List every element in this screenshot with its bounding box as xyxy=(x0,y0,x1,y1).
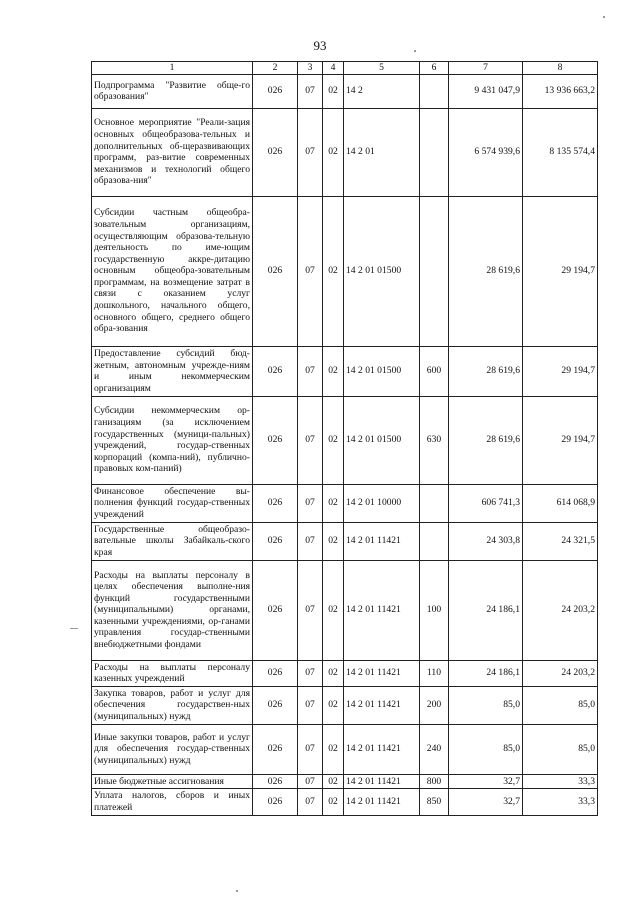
page-number: 93 xyxy=(313,38,327,53)
row-value-7: 6 574 939,6 xyxy=(449,108,523,196)
row-name: Государственные общеобразо-вательные школы Забайкаль-ского края xyxy=(92,522,253,560)
table-row xyxy=(92,396,598,484)
header-col-2: 2 xyxy=(253,62,298,75)
table-row xyxy=(92,789,598,815)
header-col-4: 4 xyxy=(323,62,344,75)
table-row xyxy=(92,774,598,789)
header-col-6: 6 xyxy=(420,62,449,75)
row-value-7: 24 186,1 xyxy=(449,660,523,686)
row-value-7: 32,7 xyxy=(449,789,523,815)
row-name: Расходы на выплаты персоналу в целях обеспечения выполне-ния функций государственными (муниципальными) органами, казенными учреждениями, ор-ганами управления государ-ственными внебюджетными фондами xyxy=(92,560,253,660)
row-code-2: 026 xyxy=(253,724,298,774)
scan-speck xyxy=(603,16,605,18)
row-name: Подпрограмма "Развитие обще-го образования" xyxy=(92,74,253,108)
row-code-6 xyxy=(420,108,449,196)
row-value-7: 28 619,6 xyxy=(449,196,523,346)
header-col-1: 1 xyxy=(92,62,253,75)
row-value-7: 24 303,8 xyxy=(449,522,523,560)
table-row xyxy=(92,660,598,686)
row-code-2: 026 xyxy=(253,396,298,484)
table-row xyxy=(92,74,598,108)
row-code-6: 100 xyxy=(420,560,449,660)
row-value-8: 24 203,2 xyxy=(523,660,598,686)
row-name: Иные закупки товаров, работ и услуг для обеспечения государ-ственных (муниципальных) нужд xyxy=(92,724,253,774)
row-code-3: 07 xyxy=(298,560,323,660)
row-code-4: 02 xyxy=(323,686,344,724)
row-value-8: 29 194,7 xyxy=(523,196,598,346)
row-code-3: 07 xyxy=(298,108,323,196)
row-code-4: 02 xyxy=(323,196,344,346)
row-name: Уплата налогов, сборов и иных платежей xyxy=(92,789,253,815)
row-code-4: 02 xyxy=(323,774,344,789)
table-row xyxy=(92,522,598,560)
row-code-4: 02 xyxy=(323,346,344,396)
row-value-8: 29 194,7 xyxy=(523,396,598,484)
row-value-7: 32,7 xyxy=(449,774,523,789)
row-code-4: 02 xyxy=(323,484,344,522)
row-value-7: 28 619,6 xyxy=(449,396,523,484)
row-code-5: 14 2 01 01500 xyxy=(344,196,420,346)
row-code-5: 14 2 01 11421 xyxy=(344,789,420,815)
row-value-7: 85,0 xyxy=(449,724,523,774)
row-name: Субсидии некоммерческим ор-ганизациям (за исключением государственных (муници-пальных) учреждений, государ-ственных корпораций (компа-ний), публично-правовых ком-паний) xyxy=(92,396,253,484)
table-row xyxy=(92,484,598,522)
row-code-6 xyxy=(420,522,449,560)
table-row xyxy=(92,196,598,346)
row-code-5: 14 2 01 01500 xyxy=(344,346,420,396)
row-code-6: 630 xyxy=(420,396,449,484)
row-code-5: 14 2 01 10000 xyxy=(344,484,420,522)
row-code-2: 026 xyxy=(253,346,298,396)
table-row xyxy=(92,724,598,774)
row-code-3: 07 xyxy=(298,724,323,774)
header-col-7: 7 xyxy=(449,62,523,75)
row-code-4: 02 xyxy=(323,560,344,660)
row-code-2: 026 xyxy=(253,660,298,686)
row-code-5: 14 2 01 11421 xyxy=(344,686,420,724)
row-code-5: 14 2 01 11421 xyxy=(344,560,420,660)
row-code-4: 02 xyxy=(323,660,344,686)
row-code-6 xyxy=(420,196,449,346)
row-code-3: 07 xyxy=(298,660,323,686)
row-code-4: 02 xyxy=(323,789,344,815)
row-code-2: 026 xyxy=(253,789,298,815)
row-name: Расходы на выплаты персоналу казенных учреждений xyxy=(92,660,253,686)
row-value-8: 85,0 xyxy=(523,686,598,724)
row-code-4: 02 xyxy=(323,396,344,484)
row-code-2: 026 xyxy=(253,108,298,196)
row-value-8: 8 135 574,4 xyxy=(523,108,598,196)
row-name: Закупка товаров, работ и услуг для обеспечения государствен-ных (муниципальных) нужд xyxy=(92,686,253,724)
row-code-3: 07 xyxy=(298,396,323,484)
row-value-8: 13 936 663,2 xyxy=(523,74,598,108)
row-code-2: 026 xyxy=(253,774,298,789)
scan-speck xyxy=(70,628,78,629)
row-code-5: 14 2 01 xyxy=(344,108,420,196)
row-code-5: 14 2 01 11421 xyxy=(344,660,420,686)
row-code-2: 026 xyxy=(253,74,298,108)
header-col-8: 8 xyxy=(523,62,598,75)
row-code-4: 02 xyxy=(323,724,344,774)
table-row xyxy=(92,346,598,396)
row-code-3: 07 xyxy=(298,686,323,724)
row-code-3: 07 xyxy=(298,774,323,789)
row-name: Финансовое обеспечение вы-полнения функций государ-ственных учреждений xyxy=(92,484,253,522)
row-value-8: 33,3 xyxy=(523,774,598,789)
row-code-2: 026 xyxy=(253,560,298,660)
row-code-3: 07 xyxy=(298,522,323,560)
row-code-6: 240 xyxy=(420,724,449,774)
header-col-3: 3 xyxy=(298,62,323,75)
row-code-5: 14 2 01 11421 xyxy=(344,522,420,560)
budget-table xyxy=(91,61,598,816)
scan-speck xyxy=(414,50,416,52)
row-code-6: 850 xyxy=(420,789,449,815)
row-name: Субсидии частным общеобра-зовательным организациям, осуществляющим образова-тельную деятельность по име-ющим государственную аккре-дитацию основным общеобра-зовательным программам, на возмещение затрат в связи с оказанием услуг дошкольного, начального общего, основного общего, среднего общего обра-зования xyxy=(92,196,253,346)
row-code-4: 02 xyxy=(323,74,344,108)
row-code-5: 14 2 01 11421 xyxy=(344,724,420,774)
row-code-2: 026 xyxy=(253,686,298,724)
row-code-3: 07 xyxy=(298,789,323,815)
table-row xyxy=(92,108,598,196)
row-value-7: 24 186,1 xyxy=(449,560,523,660)
row-code-3: 07 xyxy=(298,196,323,346)
table-row xyxy=(92,560,598,660)
header-col-5: 5 xyxy=(344,62,420,75)
row-code-6: 200 xyxy=(420,686,449,724)
row-code-5: 14 2 xyxy=(344,74,420,108)
row-code-2: 026 xyxy=(253,196,298,346)
row-value-7: 606 741,3 xyxy=(449,484,523,522)
row-code-3: 07 xyxy=(298,74,323,108)
row-name: Основное мероприятие "Реали-зация основных общеобразова-тельных и дополнительных об-щеразвивающих программ, раз-витие современных механизмов и технологий общего образова-ния" xyxy=(92,108,253,196)
row-value-8: 614 068,9 xyxy=(523,484,598,522)
row-value-7: 28 619,6 xyxy=(449,346,523,396)
row-value-8: 24 203,2 xyxy=(523,560,598,660)
row-value-7: 9 431 047,9 xyxy=(449,74,523,108)
row-value-8: 85,0 xyxy=(523,724,598,774)
row-code-3: 07 xyxy=(298,346,323,396)
row-code-4: 02 xyxy=(323,108,344,196)
row-code-4: 02 xyxy=(323,522,344,560)
row-code-3: 07 xyxy=(298,484,323,522)
row-code-2: 026 xyxy=(253,522,298,560)
row-value-8: 24 321,5 xyxy=(523,522,598,560)
row-code-6: 800 xyxy=(420,774,449,789)
table-row xyxy=(92,686,598,724)
row-code-5: 14 2 01 11421 xyxy=(344,774,420,789)
row-code-6: 110 xyxy=(420,660,449,686)
row-code-5: 14 2 01 01500 xyxy=(344,396,420,484)
row-value-8: 33,3 xyxy=(523,789,598,815)
row-code-6 xyxy=(420,484,449,522)
row-code-2: 026 xyxy=(253,484,298,522)
row-code-6 xyxy=(420,74,449,108)
row-code-6: 600 xyxy=(420,346,449,396)
row-value-8: 29 194,7 xyxy=(523,346,598,396)
row-value-7: 85,0 xyxy=(449,686,523,724)
row-name: Предоставление субсидий бюд-жетным, автономным учрежде-ниям и иным некоммерческим организациям xyxy=(92,346,253,396)
scan-speck xyxy=(236,890,238,892)
header-row xyxy=(92,62,598,75)
row-name: Иные бюджетные ассигнования xyxy=(92,774,253,789)
